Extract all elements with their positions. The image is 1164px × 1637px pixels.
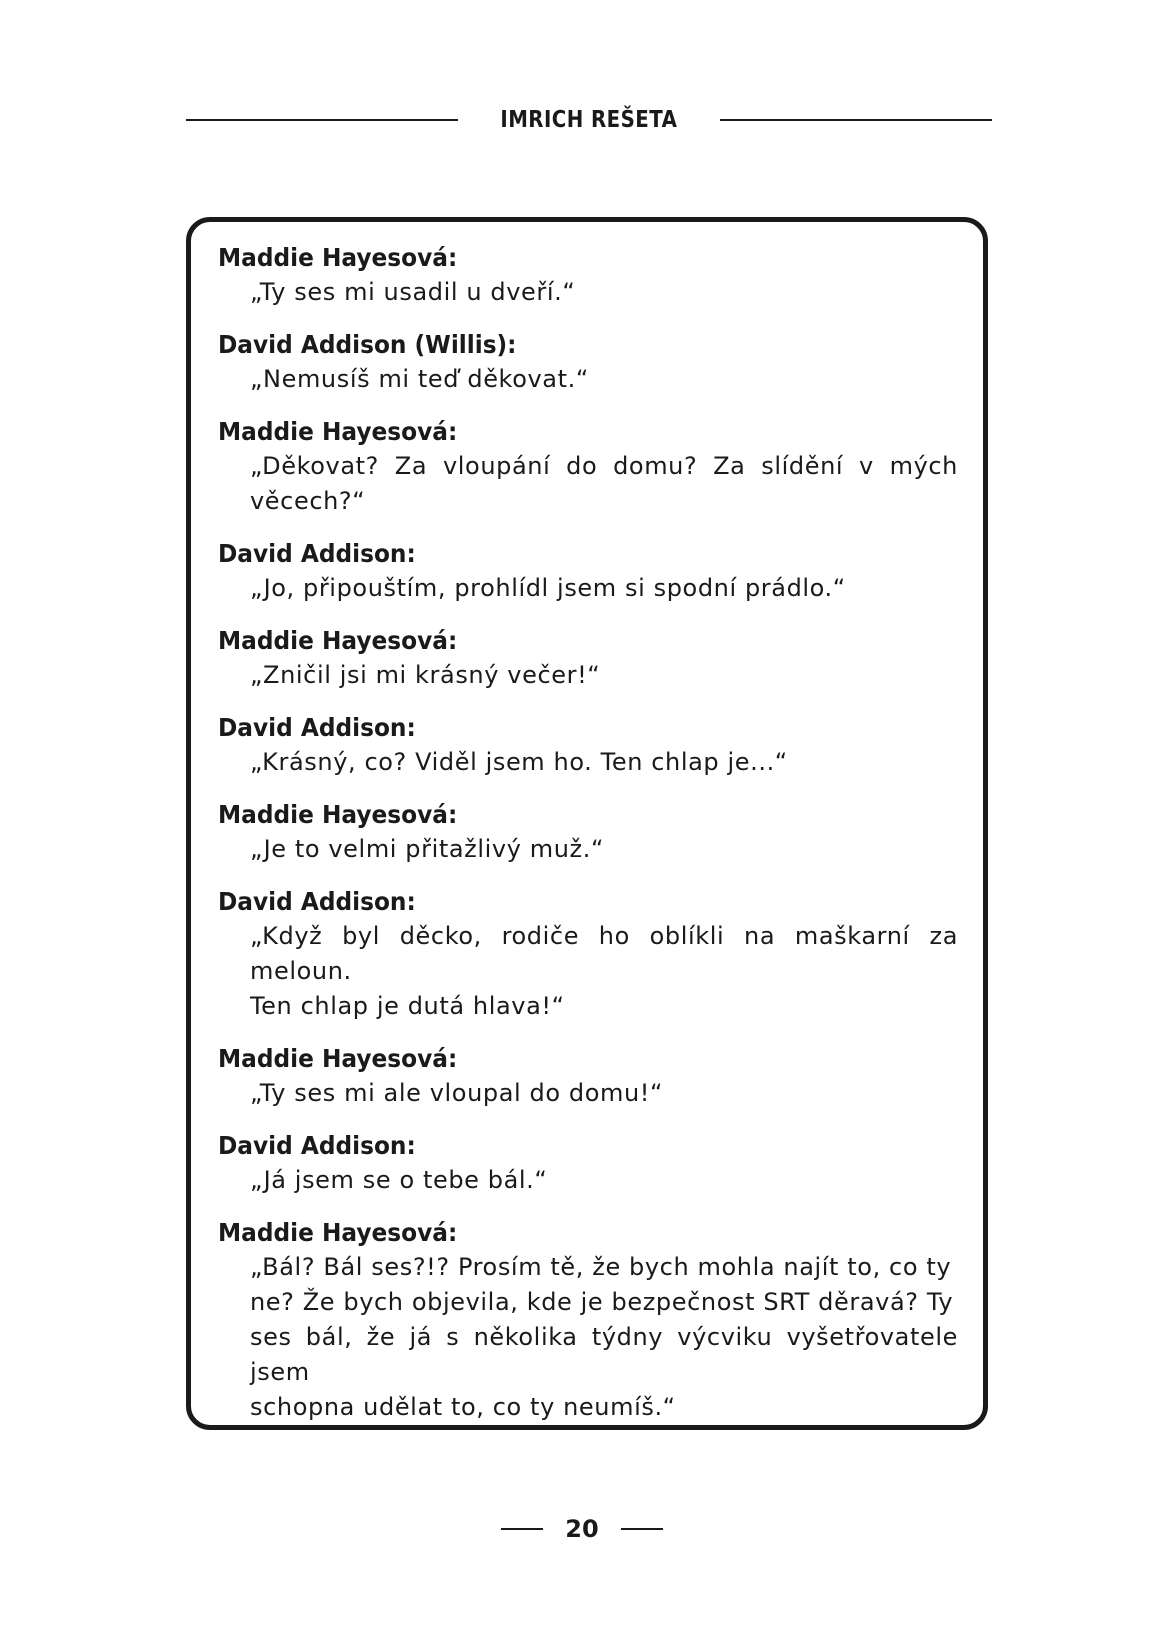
dialogue-content	[218, 240, 958, 1442]
dialogue-line: schopna udělat to, co ty neumíš.“	[250, 1393, 676, 1421]
dialogue-line: Ten chlap je dutá hlava!“	[250, 992, 565, 1020]
dialogue-entry	[218, 884, 958, 1024]
dialogue-line: „Ty ses mi ale vloupal do domu!“	[250, 1079, 664, 1107]
page-footer	[0, 1515, 1164, 1543]
dialogue-entry	[218, 327, 958, 397]
dialogue-line: „Zničil jsi mi krásný večer!“	[250, 661, 601, 689]
page-number: 20	[565, 1515, 599, 1543]
dialogue-entry	[218, 797, 958, 867]
dialogue-line: „Já jsem se o tebe bál.“	[250, 1166, 548, 1194]
dialogue-entry	[218, 1128, 958, 1198]
dialogue-entry	[218, 536, 958, 606]
speaker-name: David Addison:	[218, 1131, 416, 1160]
dialogue-entry	[218, 414, 958, 519]
speaker-name: Maddie Hayesová:	[218, 800, 458, 829]
dialogue-line: „Je to velmi přitažlivý muž.“	[250, 835, 604, 863]
speaker-name: Maddie Hayesová:	[218, 1044, 458, 1073]
speaker-name: David Addison:	[218, 887, 416, 916]
header-rule-left	[186, 119, 458, 121]
dialogue-line: „Krásný, co? Viděl jsem ho. Ten chlap je...“	[250, 748, 788, 776]
dialogue-entry	[218, 1041, 958, 1111]
dialogue-line: „Nemusíš mi teď děkovat.“	[250, 365, 589, 393]
footer-rule-right	[621, 1528, 663, 1530]
dialogue-line: „Jo, připouštím, prohlídl jsem si spodní prádlo.“	[250, 574, 846, 602]
header-author-title: IMRICH REŠETA	[500, 107, 678, 133]
dialogue-entry	[218, 240, 958, 310]
dialogue-entry	[218, 623, 958, 693]
dialogue-line: „Když byl děcko, rodiče ho oblíkli na maškarní za meloun.	[250, 922, 958, 985]
dialogue-line: ne? Že bych objevila, kde je bezpečnost SRT děravá? Ty	[250, 1288, 954, 1316]
dialogue-entry	[218, 710, 958, 780]
speaker-name: David Addison (Willis):	[218, 330, 517, 359]
speaker-name: Maddie Hayesová:	[218, 417, 458, 446]
speaker-name: David Addison:	[218, 539, 416, 568]
footer-rule-left	[501, 1528, 543, 1530]
speaker-name: David Addison:	[218, 713, 416, 742]
speaker-name: Maddie Hayesová:	[218, 1218, 458, 1247]
dialogue-line: ses bál, že já s několika týdny výcviku vyšetřovatele jsem	[250, 1323, 958, 1386]
dialogue-line: „Bál? Bál ses?!? Prosím tě, že bych mohla najít to, co ty	[250, 1253, 952, 1281]
dialogue-line: „Děkovat? Za vloupání do domu? Za slídění v mých věcech?“	[250, 452, 958, 515]
dialogue-entry	[218, 1215, 958, 1425]
speaker-name: Maddie Hayesová:	[218, 626, 458, 655]
running-header	[186, 100, 992, 140]
header-rule-right	[720, 119, 992, 121]
speaker-name: Maddie Hayesová:	[218, 243, 458, 272]
dialogue-line: „Ty ses mi usadil u dveří.“	[250, 278, 576, 306]
